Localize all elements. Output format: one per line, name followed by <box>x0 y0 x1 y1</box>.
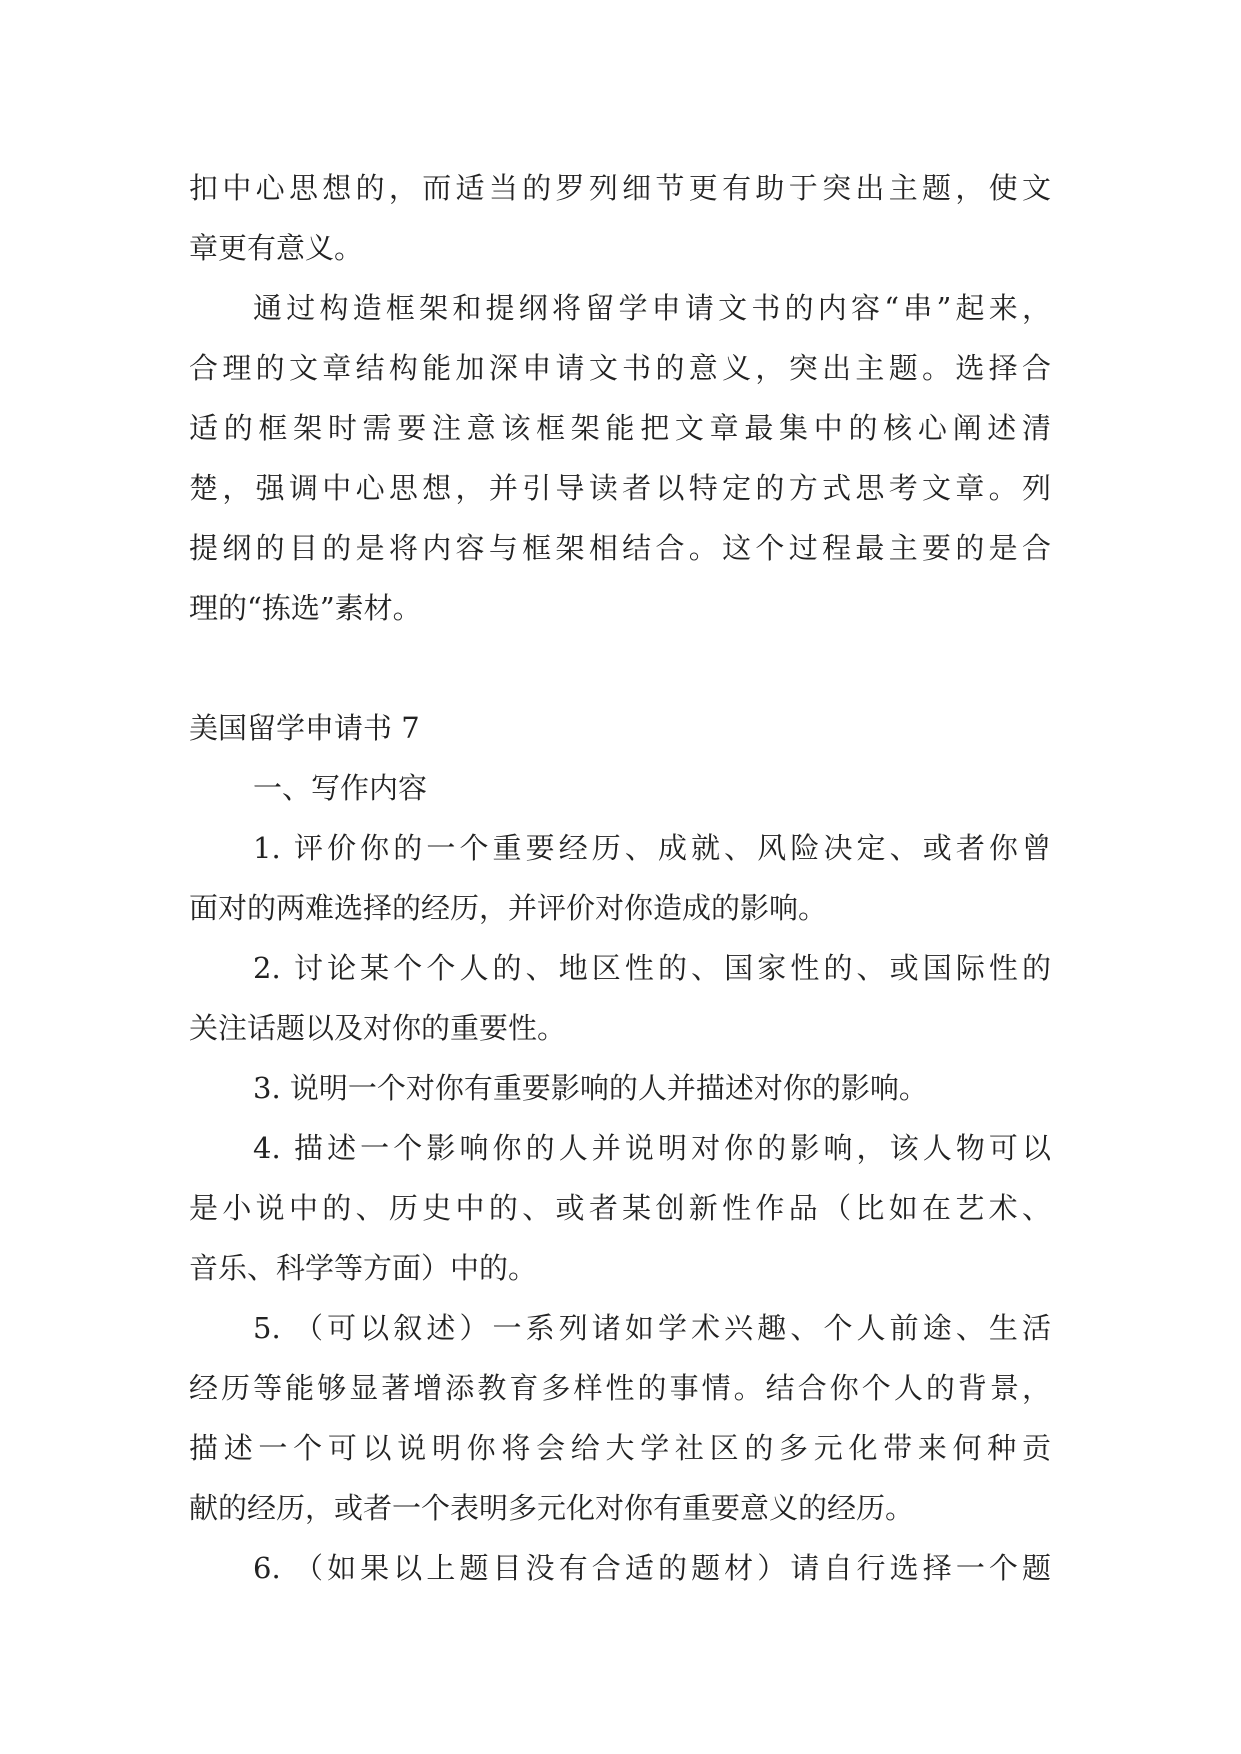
subheading: 一、写作内容 <box>253 771 428 805</box>
text-line: 5. （可以叙述）一系列诸如学术兴趣、个人前途、生活 <box>253 1311 1051 1345</box>
text-line: 理的“拣选”素材。 <box>189 591 422 625</box>
text-line: 3. 说明一个对你有重要影响的人并描述对你的影响。 <box>253 1071 928 1105</box>
list-item <box>189 1058 1051 1118</box>
text-line: 适的框架时需要注意该框架能把文章最集中的核心阐述清 <box>189 411 1051 445</box>
list-item <box>189 1298 1051 1538</box>
document-body <box>189 158 1051 1598</box>
text-line: 章更有意义。 <box>189 231 364 265</box>
text-line: 扣中心思想的，而适当的罗列细节更有助于突出主题，使文 <box>189 171 1051 205</box>
text-line: 1. 评价你的一个重要经历、成就、风险决定、或者你曾 <box>253 831 1051 865</box>
text-line: 4. 描述一个影响你的人并说明对你的影响，该人物可以 <box>253 1131 1051 1165</box>
text-line: 提纲的目的是将内容与框架相结合。这个过程最主要的是合 <box>189 531 1051 565</box>
paragraph-continued <box>189 158 1051 278</box>
text-line: 描述一个可以说明你将会给大学社区的多元化带来何种贡 <box>189 1431 1051 1465</box>
list-item <box>189 1538 1051 1598</box>
list-item <box>189 938 1051 1058</box>
text-line: 献的经历，或者一个表明多元化对你有重要意义的经历。 <box>189 1491 915 1525</box>
section-title: 美国留学申请书 7 <box>189 711 420 745</box>
list-item <box>189 1118 1051 1298</box>
text-line: 音乐、科学等方面）中的。 <box>189 1251 538 1285</box>
text-line: 面对的两难选择的经历，并评价对你造成的影响。 <box>189 891 828 925</box>
text-line: 2. 讨论某个个人的、地区性的、国家性的、或国际性的 <box>253 951 1051 985</box>
text-line: 楚，强调中心思想，并引导读者以特定的方式思考文章。列 <box>189 471 1051 505</box>
text-line: 关注话题以及对你的重要性。 <box>189 1011 567 1045</box>
text-line: 通过构造框架和提纲将留学申请文书的内容“串”起来， <box>253 291 1051 325</box>
list-item <box>189 818 1051 938</box>
text-line: 是小说中的、历史中的、或者某创新性作品（比如在艺术、 <box>189 1191 1051 1225</box>
paragraph-structure <box>189 278 1051 638</box>
text-line: 经历等能够显著增添教育多样性的事情。结合你个人的背景， <box>189 1371 1051 1405</box>
text-line: 6. （如果以上题目没有合适的题材）请自行选择一个题 <box>253 1551 1051 1585</box>
blank-line <box>189 638 1051 698</box>
text-line: 合理的文章结构能加深申请文书的意义，突出主题。选择合 <box>189 351 1051 385</box>
